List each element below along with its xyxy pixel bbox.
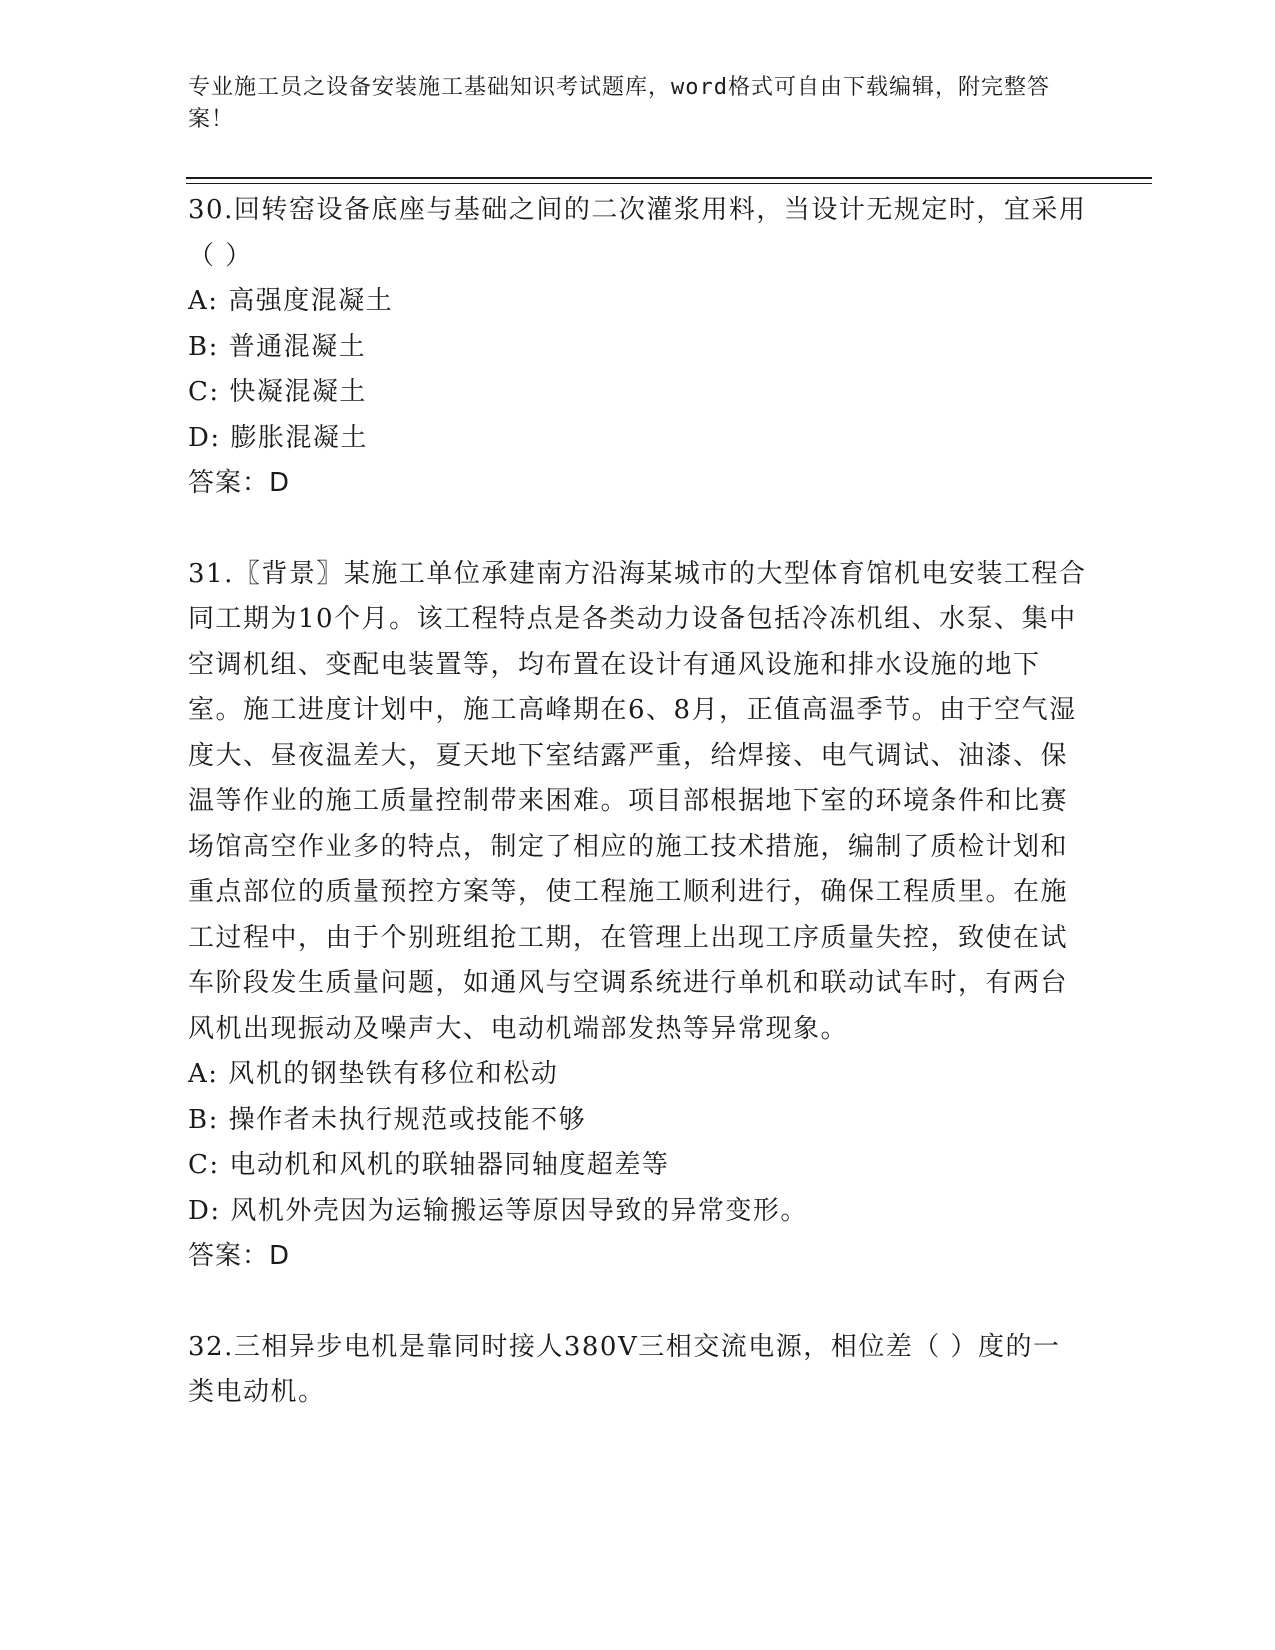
option-d: D: 膨胀混凝土 [188, 422, 368, 453]
option-c: C: 电动机和风机的联轴器同轴度超差等 [188, 1150, 670, 1180]
question-stem: 31.〖背景〗某施工单位承建南方沿海某城市的大型体育馆机电安装工程合同工期为10个月。该工程特点是各类动力设备包括冷冻机组、水泵、集中空调机组、变配电装置等，均布置在设计有通风设施和排水设施的地下室。施工进度计划中，施工高峰期在6、8月，正值高温季节。由于空气湿度大、昼夜温差大，夏天地下室结露严重，给焊接、电气调试、油漆、保温等作业的施工质量控制带来困难。项目部根据地下室的环境条件和比赛场馆高空作业多的特点，制定了相应的施工技术措施，编制了质检计划和重点部位的质量预控方案等，使工程施工顺利进行，确保工程质里。在施工过程中，由于个别班组抢工期，在管理上出现工序质量失控，致使在试车阶段发生质量问题，如通风与空调系统进行单机和联动试车时，有两台风机出现振动及噪声大、电动机端部发热等异常现象。 [188, 558, 1087, 1044]
option-b: B: 普通混凝土 [188, 331, 367, 362]
page-header: 专业施工员之设备安装施工基础知识考试题库，word格式可自由下载编辑，附完整答案！ [188, 75, 1050, 132]
question-32 [188, 1325, 1088, 1416]
question-31 [188, 552, 1088, 1280]
answer-label: 答案：D [188, 468, 291, 498]
option-b: B: 操作者未执行规范或技能不够 [188, 1104, 587, 1135]
option-a: A: 高强度混凝土 [188, 286, 394, 316]
question-stem: 32.三相异步电机是靠同时接人380V三相交流电源，相位差（ ）度的一类电动机。 [188, 1331, 1061, 1407]
answer-label: 答案：D [188, 1241, 291, 1271]
header-divider-thick [186, 177, 1152, 179]
header-divider-thin [186, 183, 1152, 184]
option-c: C: 快凝混凝土 [188, 377, 367, 407]
option-a: A: 风机的钢垫铁有移位和松动 [188, 1059, 559, 1089]
option-d: D: 风机外壳因为运输搬运等原因导致的异常变形。 [188, 1195, 808, 1226]
question-stem: 30.回转窑设备底座与基础之间的二次灌浆用料，当设计无规定时，宜采用（ ） [188, 195, 1087, 271]
question-30 [188, 188, 1088, 507]
question-list [188, 188, 1088, 1461]
